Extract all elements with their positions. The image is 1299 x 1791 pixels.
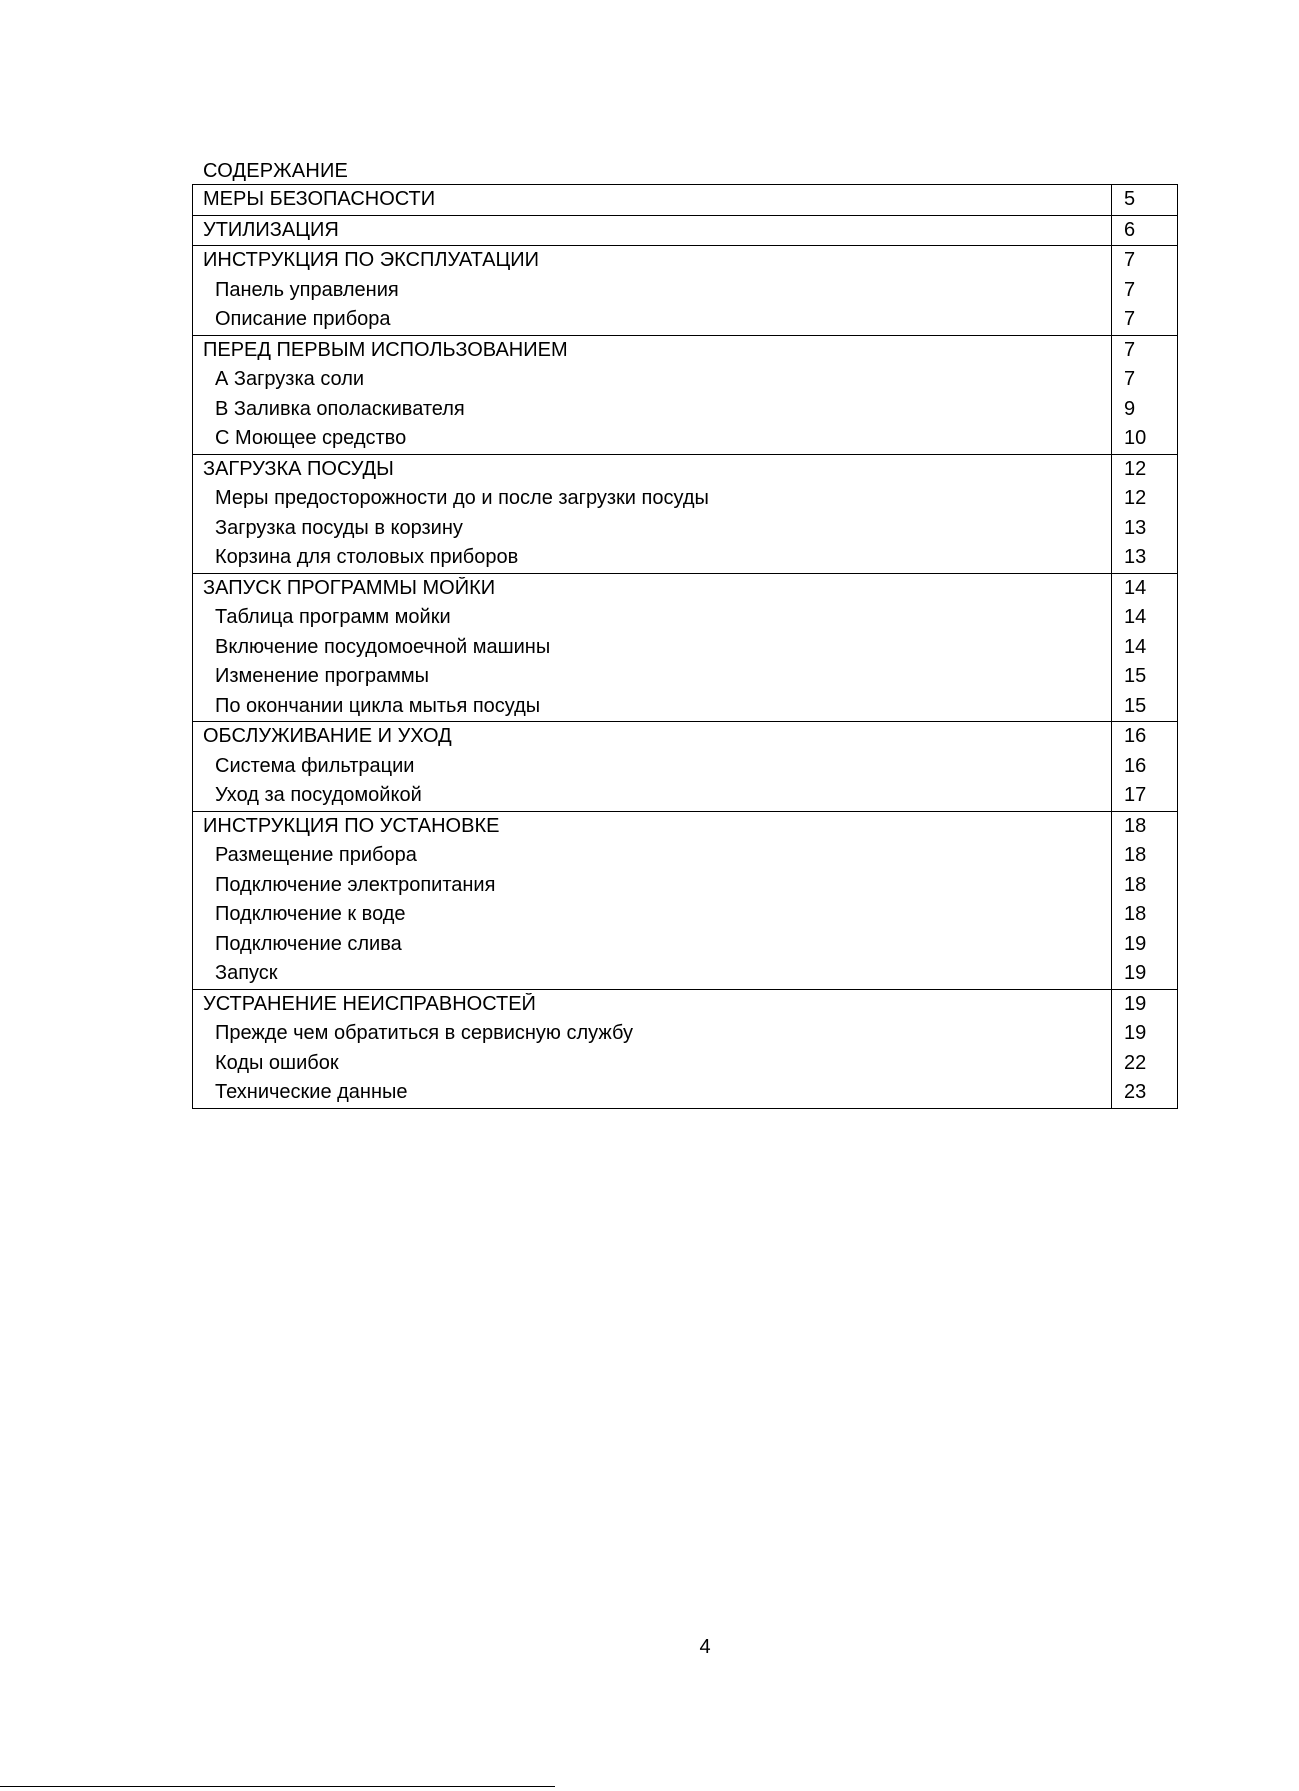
toc-page-number: 10 [1111, 424, 1177, 454]
toc-page-number: 7 [1111, 276, 1177, 306]
toc-page-number: 15 [1111, 662, 1177, 692]
toc-page-number: 18 [1111, 900, 1177, 930]
toc-section-row [193, 246, 1177, 276]
toc-subitem-row [193, 959, 1177, 989]
toc-section [193, 573, 1177, 722]
toc-page-number: 15 [1111, 692, 1177, 722]
toc-subitem-row [193, 1019, 1177, 1049]
toc-subitem-row [193, 514, 1177, 544]
toc-section-row [193, 185, 1177, 215]
toc-page-number: 14 [1111, 603, 1177, 633]
toc-page-number: 22 [1111, 1049, 1177, 1079]
toc-page-number: 14 [1111, 633, 1177, 663]
toc-subitem-title: Коды ошибок [215, 1051, 339, 1074]
toc-subitem-row [193, 603, 1177, 633]
toc-subitem-row [193, 871, 1177, 901]
toc-subitem-row [193, 692, 1177, 722]
toc-subitem-title: По окончании цикла мытья посуды [215, 694, 541, 717]
toc-section [193, 454, 1177, 573]
toc-section-row [193, 812, 1177, 842]
toc-page-number: 19 [1111, 1019, 1177, 1049]
toc-section-title: ЗАГРУЗКА ПОСУДЫ [203, 457, 394, 480]
toc-page-number: 18 [1111, 871, 1177, 901]
toc-page-number: 19 [1111, 990, 1177, 1020]
toc-subitem-title: Уход за посудомойкой [215, 784, 422, 807]
toc-subitem-row [193, 1078, 1177, 1108]
toc-subitem-title: С Моющее средство [215, 427, 407, 450]
toc-section-title: ОБСЛУЖИВАНИЕ И УХОД [203, 725, 452, 748]
toc-subitem-title: Таблица программ мойки [215, 606, 451, 629]
toc-page-number: 17 [1111, 781, 1177, 811]
toc-subitem-row [193, 1049, 1177, 1079]
toc-subitem-row [193, 841, 1177, 871]
toc-table [192, 184, 1178, 1109]
toc-page-number: 12 [1111, 484, 1177, 514]
toc-page-number: 12 [1111, 455, 1177, 485]
toc-subitem-title: А Загрузка соли [215, 368, 365, 391]
toc-page-number: 9 [1111, 395, 1177, 425]
toc-subitem-title: Система фильтрации [215, 754, 415, 777]
toc-page-number: 7 [1111, 305, 1177, 335]
toc-section-title: ИНСТРУКЦИЯ ПО ЭКСПЛУАТАЦИИ [203, 249, 540, 272]
toc-page-number: 14 [1111, 574, 1177, 604]
toc-section [193, 185, 1177, 215]
toc-subitem-row [193, 543, 1177, 573]
toc-page-number: 16 [1111, 722, 1177, 752]
toc-subitem-row [193, 752, 1177, 782]
toc-section [193, 811, 1177, 989]
toc-subitem-row [193, 930, 1177, 960]
toc-section [193, 721, 1177, 811]
toc-section-row [193, 455, 1177, 485]
toc-subitem-title: Включение посудомоечной машины [215, 635, 551, 658]
toc-page-number: 13 [1111, 514, 1177, 544]
toc-page-number: 16 [1111, 752, 1177, 782]
toc-page-number: 7 [1111, 246, 1177, 276]
toc-subitem-row [193, 305, 1177, 335]
toc-heading: СОДЕРЖАНИЕ [203, 160, 349, 182]
toc-section-title: УСТРАНЕНИЕ НЕИСПРАВНОСТЕЙ [203, 992, 536, 1015]
toc-subitem-title: Меры предосторожности до и после загрузки посуды [215, 487, 709, 510]
toc-section-title: ИНСТРУКЦИЯ ПО УСТАНОВКЕ [203, 814, 500, 837]
page-number: 4 [699, 1636, 711, 1658]
toc-section-title: МЕРЫ БЕЗОПАСНОСТИ [203, 188, 436, 211]
toc-subitem-title: Панель управления [215, 278, 399, 301]
toc-subitem-title: Подключение электропитания [215, 873, 496, 896]
toc-subitem-row [193, 276, 1177, 306]
toc-section-title: ПЕРЕД ПЕРВЫМ ИСПОЛЬЗОВАНИЕМ [203, 338, 568, 361]
toc-page-number: 18 [1111, 812, 1177, 842]
toc-subitem-title: Размещение прибора [215, 844, 417, 867]
toc-subitem-title: Загрузка посуды в корзину [215, 516, 463, 539]
toc-subitem-title: Технические данные [215, 1081, 408, 1104]
toc-section-title: ЗАПУСК ПРОГРАММЫ МОЙКИ [203, 576, 496, 599]
toc-subitem-title: Корзина для столовых приборов [215, 546, 519, 569]
toc-section-row [193, 574, 1177, 604]
toc-section-row [193, 990, 1177, 1020]
toc-section [193, 245, 1177, 335]
toc-subitem-title: Изменение программы [215, 665, 429, 688]
toc-page-number: 18 [1111, 841, 1177, 871]
toc-page-number: 19 [1111, 959, 1177, 989]
toc-section-row [193, 722, 1177, 752]
toc-subitem-row [193, 395, 1177, 425]
toc-page-number: 7 [1111, 365, 1177, 395]
toc-subitem-row [193, 365, 1177, 395]
toc-subitem-title: Прежде чем обратиться в сервисную службу [215, 1022, 633, 1045]
toc-section [193, 215, 1177, 246]
footer-rule [0, 1786, 555, 1787]
toc-subitem-row [193, 424, 1177, 454]
toc-subitem-title: Подключение к воде [215, 903, 406, 926]
toc-page-number: 6 [1111, 216, 1177, 246]
toc-page-number: 7 [1111, 336, 1177, 366]
toc-page-number: 5 [1111, 185, 1177, 215]
toc-subitem-row [193, 662, 1177, 692]
toc-subitem-row [193, 781, 1177, 811]
toc-page-number: 19 [1111, 930, 1177, 960]
toc-subitem-row [193, 633, 1177, 663]
toc-subitem-title: Описание прибора [215, 308, 391, 331]
toc-subitem-row [193, 484, 1177, 514]
toc-subitem-title: В Заливка ополаскивателя [215, 397, 465, 420]
toc-subitem-title: Запуск [215, 962, 278, 985]
toc-section-title: УТИЛИЗАЦИЯ [203, 218, 339, 241]
toc-subitem-title: Подключение слива [215, 932, 402, 955]
toc-section-row [193, 336, 1177, 366]
toc-page-number: 23 [1111, 1078, 1177, 1108]
toc-subitem-row [193, 900, 1177, 930]
toc-section [193, 989, 1177, 1108]
toc-page-number: 13 [1111, 543, 1177, 573]
toc-section-row [193, 216, 1177, 246]
toc-section [193, 335, 1177, 454]
